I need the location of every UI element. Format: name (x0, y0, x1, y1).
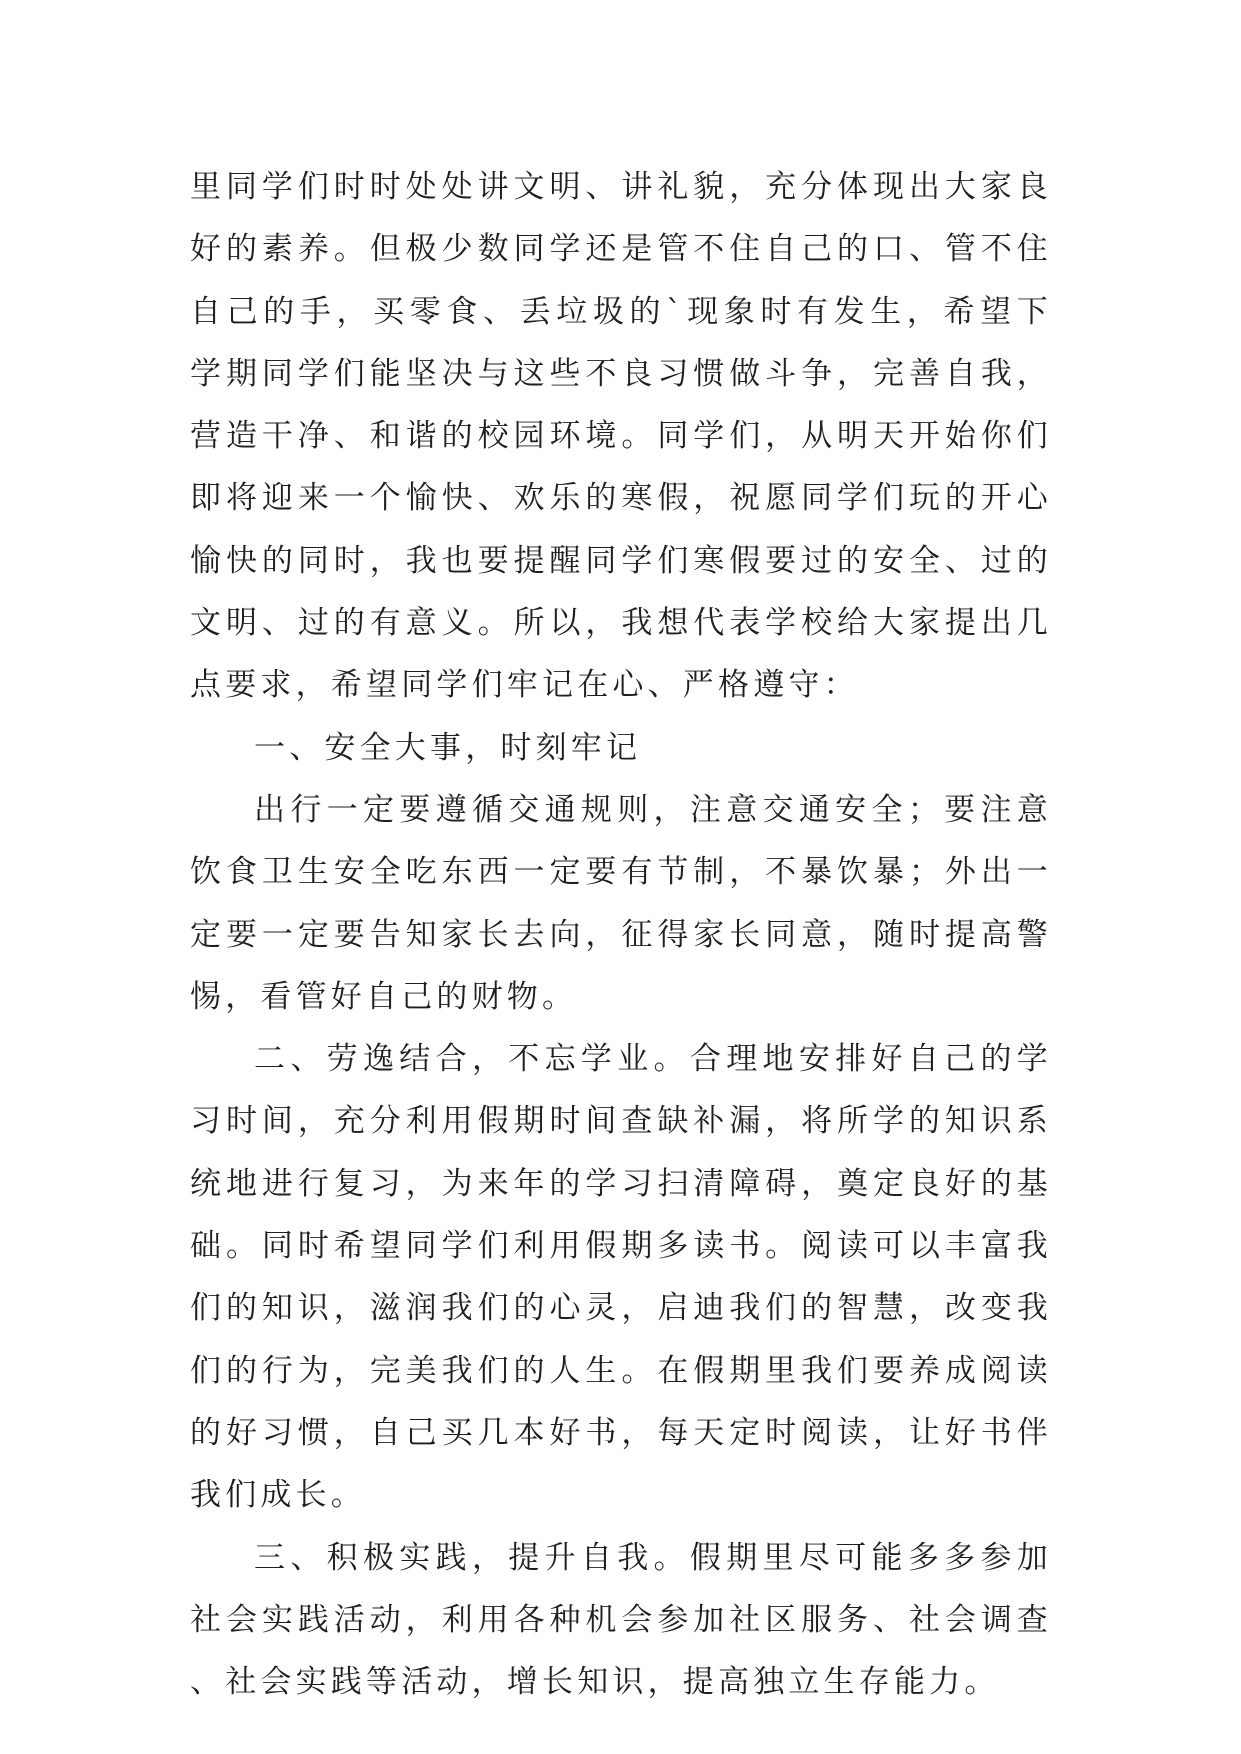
paragraph-continuation: 里同学们时时处处讲文明、讲礼貌，充分体现出大家良好的素养。但极少数同学还是管不住自己的口、管不住自己的手，买零食、丢垃圾的`现象时有发生，希望下学期同学们能坚决与这些不良习惯做斗争，完善自我，营造干净、和谐的校园环境。同学们，从明天开始你们即将迎来一个愉快、欢乐的寒假，祝愿同学们玩的开心愉快的同时，我也要提醒同学们寒假要过的安全、过的文明、过的有意义。所以，我想代表学校给大家提出几点要求，希望同学们牢记在心、严格遵守： (190, 169, 1052, 704)
section-heading-safety: 一、安全大事，时刻牢记 (254, 729, 642, 766)
paragraph-safety: 出行一定要遵循交通规则，注意交通安全；要注意饮食卫生安全吃东西一定要有节制，不暴饮暴；外出一定要一定要告知家长去向，征得家长同意，随时提高警惕，看管好自己的财物。 (190, 791, 1052, 1015)
paragraph-study: 二、劳逸结合，不忘学业。合理地安排好自己的学习时间，充分利用假期时间查缺补漏，将所学的知识系统地进行复习，为来年的学习扫清障碍，奠定良好的基础。同时希望同学们利用假期多读书。阅读可以丰富我们的知识，滋润我们的心灵，启迪我们的智慧，改变我们的行为，完美我们的人生。在假期里我们要养成阅读的好习惯，自己买几本好书，每天定时阅读，让好书伴我们成长。 (190, 1041, 1052, 1514)
body-text (190, 156, 1052, 1713)
paragraph-practice: 三、积极实践，提升自我。假期里尽可能多多参加社会实践活动，利用各种机会参加社区服务、社会调查、社会实践等活动，增长知识，提高独立生存能力。 (190, 1539, 1052, 1701)
